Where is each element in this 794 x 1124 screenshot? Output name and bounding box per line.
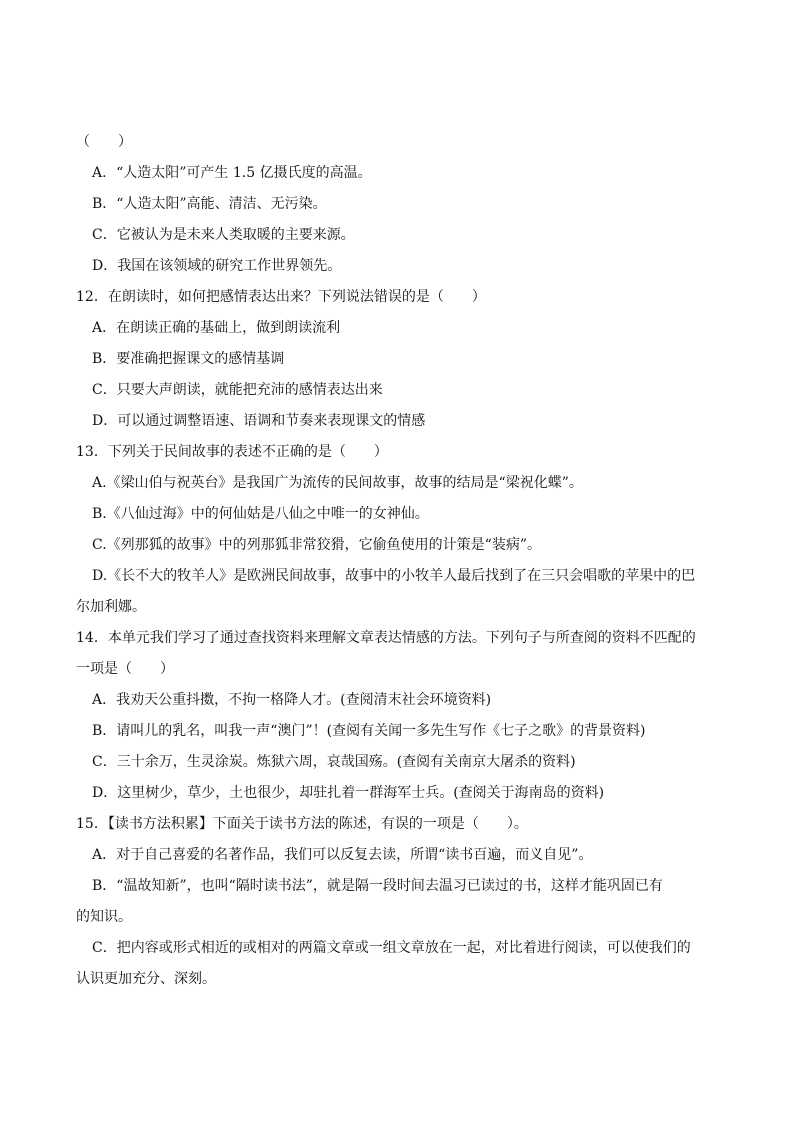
question-14-stem-cont: 一项是（ ） <box>76 661 174 677</box>
question-14-option-a: A．我劝天公重抖擞，不拘一格降人才。(查阅清末社会环境资料) <box>92 692 492 708</box>
question-12-option-d: D．可以通过调整语速、语调和节奏来表现课文的情感 <box>92 413 426 429</box>
question-13-option-d-cont: 尔加利娜。 <box>76 599 146 615</box>
question-15-option-b-cont: 的知识。 <box>76 909 132 925</box>
question-13-option-a: A.《梁山伯与祝英台》是我国广为流传的民间故事，故事的结局是“梁祝化蝶”。 <box>92 475 583 491</box>
question-15-option-c-cont: 认识更加充分、深刻。 <box>76 971 216 987</box>
question-13-option-d: D.《长不大的牧羊人》是欧洲民间故事，故事中的小牧羊人最后找到了在三只会唱歌的苹果中的巴 <box>92 568 696 584</box>
question-11-option-a: A．“人造太阳”可产生 1.5 亿摄氏度的高温。 <box>92 165 372 181</box>
question-12-stem: 12．在朗读时，如何把感情表达出来？下列说法错误的是（ ） <box>76 289 486 305</box>
question-15-option-a: A．对于自己喜爱的名著作品，我们可以反复去读，所谓“读书百遍，而义自见”。 <box>92 847 593 863</box>
question-13-option-b: B.《八仙过海》中的何仙姑是八仙之中唯一的女神仙。 <box>92 506 429 522</box>
question-14-option-b: B．请叫儿的乳名，叫我一声“澳门”！(查阅有关闻一多先生写作《七子之歌》的背景资料) <box>92 723 646 739</box>
question-15-stem: 15．【读书方法积累】下面关于读书方法的陈述，有误的一项是（ ）。 <box>76 816 528 832</box>
question-14-stem: 14．本单元我们学习了通过查找资料来理解文章表达情感的方法。下列句子与所查阅的资料不匹配的 <box>76 630 696 646</box>
question-15-option-c: C．把内容或形式相近的或相对的两篇文章或一组文章放在一起，对比着进行阅读，可以使我们的 <box>92 940 691 956</box>
question-15-option-b: B．“温故知新”，也叫“隔时读书法”，就是隔一段时间去温习已读过的书，这样才能巩固已有 <box>92 878 663 894</box>
question-14-option-d: D．这里树少，草少，土也很少，却驻扎着一群海军士兵。(查阅关于海南岛的资料) <box>92 785 605 801</box>
question-12-option-c: C．只要大声朗读，就能把充沛的感情表达出来 <box>92 382 383 398</box>
question-13-stem: 13．下列关于民间故事的表述不正确的是（ ） <box>76 444 388 460</box>
question-11-option-d: D．我国在该领域的研究工作世界领先。 <box>92 258 342 274</box>
question-11-option-b: B．“人造太阳”高能、清洁、无污染。 <box>92 196 327 212</box>
question-12-option-b: B．要准确把握课文的感情基调 <box>92 351 285 367</box>
question-11-option-c: C．它被认为是未来人类取暖的主要来源。 <box>92 227 355 243</box>
question-12-option-a: A．在朗读正确的基础上，做到朗读流利 <box>92 320 341 336</box>
question-13-option-c: C.《列那狐的故事》中的列那狐非常狡猾，它偷鱼使用的计策是“装病”。 <box>92 537 541 553</box>
question-11-blank: （ ） <box>76 134 132 150</box>
question-14-option-c: C．三十余万，生灵涂炭。炼狱六周，哀哉国殇。(查阅有关南京大屠杀的资料) <box>92 754 576 770</box>
